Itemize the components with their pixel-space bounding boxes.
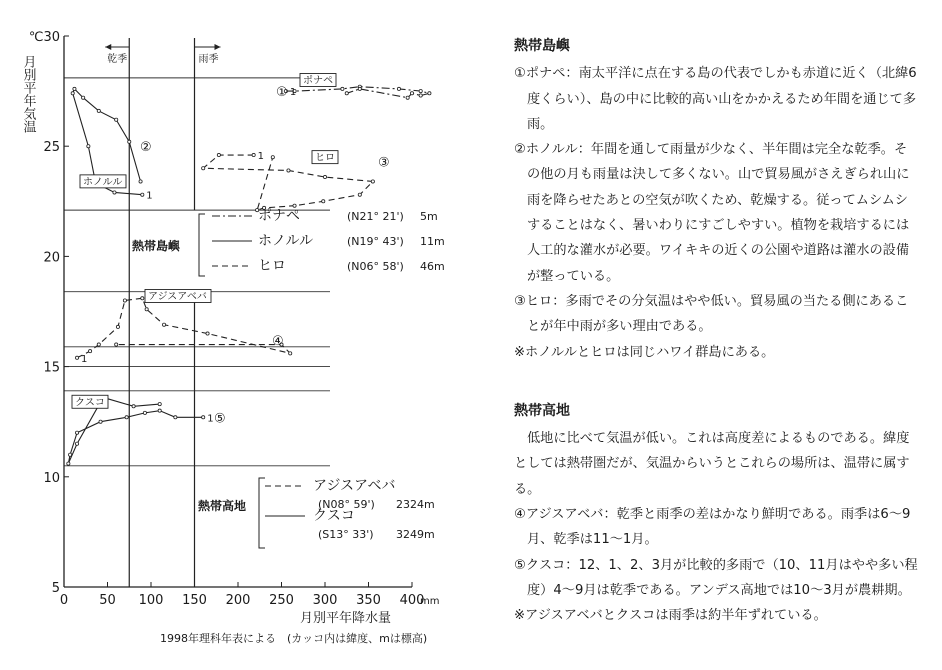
series-4-point-8: [67, 462, 70, 465]
legend-name-0-1: ホノルル: [258, 233, 314, 249]
series-3-point-11: [115, 343, 118, 346]
series-0-point-9: [406, 96, 409, 99]
legend-info-0-1: (N19° 43'): [347, 235, 404, 248]
series-0-label: ポナペ: [303, 75, 333, 87]
x-axis-label: 月別平年降水量: [300, 611, 392, 626]
series-4-point-6: [75, 431, 78, 434]
series-0-point-4: [397, 87, 400, 90]
series-4-point-3: [143, 411, 146, 414]
series-1-point-5: [71, 92, 74, 95]
series-0-point-2: [341, 87, 344, 90]
series-3-point-5: [141, 297, 144, 300]
series-4-point-5: [99, 420, 102, 423]
legend: [132, 208, 445, 548]
series-line-3: [77, 298, 290, 358]
series-1-point-11: [139, 180, 142, 183]
series-2-label: ヒロ: [315, 152, 335, 164]
axes: [29, 30, 425, 608]
note-hilo: ③ヒロ：多雨でその分気温はやや低い。貿易風の当たる側にあることが年中雨が多い理由である。: [514, 293, 909, 335]
series-1-point-4: [87, 145, 90, 148]
series-2-point-4: [323, 175, 326, 178]
x-tick-label-200: 200: [225, 593, 251, 608]
series-1-point-0: [141, 193, 144, 196]
x-tick-label-50: 50: [99, 593, 116, 608]
note-honolulu: ②ホノルル：年間を通して雨量が少なく、半年間は完全な乾季。その他の月も雨量は決して多くない。山で貿易風がさえぎられ山に雨を降らせたあとの空気が吹くため、乾燥する。従ってムシムシすることはなく、暑いわりにすごしやすい。植物を栽培するには人工的な灌水が必要。ワイキキの近くの公園や道路は灌水の設備が整っている。: [514, 142, 910, 284]
legend-info-0-2: (N06° 58'): [347, 260, 404, 273]
y-tick-label-10: 10: [43, 470, 60, 486]
dry-season-label: 乾季: [107, 54, 128, 65]
note-hawaii: ※ホノルルとヒロは同じハワイ群島にある。: [514, 344, 775, 360]
series-1-marker: ②: [140, 140, 152, 156]
series-3-point-7: [162, 323, 165, 326]
series-1-point-10: [128, 140, 131, 143]
series-3-point-4: [123, 299, 126, 302]
series-1-start-label: 1: [146, 190, 153, 202]
series-2-point-0: [252, 153, 255, 156]
series-2-marker: ③: [378, 155, 390, 171]
legend-elev-0-1: 11m: [420, 235, 445, 248]
x-axis-unit: mm: [420, 596, 440, 607]
series-0-point-6: [428, 92, 431, 95]
series-0-marker: ①: [276, 85, 288, 101]
legend-name-0-2: ヒロ: [258, 258, 286, 274]
note-addis-ababa: ④アジスアベバ：乾季と雨季の差はかなり鮮明である。雨季は6〜9月、乾季は11〜1月。: [514, 507, 911, 548]
series-4-point-11: [132, 405, 135, 408]
x-tick-label-0: 0: [59, 593, 69, 608]
series-2-point-3: [287, 169, 290, 172]
series-3-marker: ④: [272, 334, 284, 350]
notes-panel: [514, 34, 918, 629]
series-0-start-label: 1: [289, 87, 297, 99]
legend-info-1-0: (N08° 59'): [318, 498, 375, 511]
series-line-2: [203, 152, 373, 210]
series-3-point-2: [97, 343, 100, 346]
y-tick-label-15: 15: [43, 360, 60, 376]
legend-group-title-0: 熱帯島嶼: [132, 239, 181, 253]
series-4-point-4: [125, 416, 128, 419]
series-2-point-7: [322, 200, 325, 203]
series-3-point-0: [75, 356, 78, 359]
series-2-point-5: [371, 180, 374, 183]
note-highlands-intro: 低地に比べて気温が低い。これは高度差によるものである。緯度としては熱帯圏だが、気温からいうとこれらの場所は、温帯に属する。: [514, 431, 910, 497]
x-tick-label-350: 350: [356, 593, 381, 608]
series-0-point-8: [410, 92, 413, 95]
legend-name-0-0: ポナペ: [258, 208, 300, 224]
y-tick-label-30: ℃30: [28, 30, 60, 45]
series-2-point-6: [358, 193, 361, 196]
series-4-point-9: [75, 442, 78, 445]
series-2-point-1: [217, 153, 220, 156]
section-title-highlands: 熱帯高地: [514, 402, 570, 419]
legend-group-title-1: 熱帯高地: [198, 499, 247, 513]
series-1-point-9: [115, 118, 118, 121]
legend-name-1-0: アジスアベバ: [313, 478, 396, 494]
legend-info-0-0: (N21° 21'): [347, 210, 404, 223]
series-2-point-11: [271, 156, 274, 159]
source-note: 1998年理科年表による (カッコ内は緯度、mは標高): [160, 632, 428, 645]
x-tick-label-150: 150: [182, 593, 207, 608]
series-4-point-7: [68, 453, 71, 456]
series-1-point-6: [73, 87, 76, 90]
series-1-label: ホノルル: [83, 176, 123, 188]
series-0-point-5: [419, 90, 422, 93]
x-tick-label-250: 250: [269, 593, 294, 608]
note-rainy-season: ※アジスアベバとクスコは雨季は約半年ずれている。: [514, 608, 827, 624]
x-tick-label-400: 400: [399, 593, 425, 608]
legend-info-1-1: (S13° 33'): [318, 528, 374, 541]
series-3-point-9: [289, 352, 292, 355]
series-2-start-label: 1: [257, 151, 265, 163]
y-tick-label-25: 25: [43, 140, 60, 156]
reference-lines: [64, 38, 330, 587]
legend-elev-1-0: 2324m: [396, 498, 435, 511]
series-3-point-6: [145, 308, 148, 311]
series-4-label: クスコ: [75, 397, 105, 409]
x-tick-label-300: 300: [312, 593, 338, 608]
series-1-point-8: [97, 109, 100, 112]
series-4-point-0: [202, 416, 205, 419]
series-3-label: アジスアベバ: [148, 291, 207, 303]
series-1-point-7: [82, 96, 85, 99]
series-4-marker: ⑤: [214, 411, 226, 427]
x-tick-label-100: 100: [138, 593, 164, 608]
series-4-point-12: [158, 402, 161, 405]
series-2-point-2: [202, 167, 205, 170]
legend-elev-0-0: 5m: [420, 210, 438, 223]
series-0-point-11: [345, 92, 348, 95]
legend-elev-1-1: 3249m: [396, 528, 435, 541]
series-4-point-2: [158, 409, 161, 412]
series-0-point-10: [358, 87, 361, 90]
section-title-islands: 熱帯島嶼: [514, 38, 570, 54]
y-axis-label: 月別平年気温: [20, 55, 36, 133]
note-ponape: ①ポナペ：南太平洋に点在する島の代表でしかも赤道に近く（北緯6度くらい）、島の中に比較的高い山をかかえるため年間を通じて多雨。: [514, 66, 917, 132]
legend-name-1-1: クスコ: [313, 508, 355, 524]
rainy-arrowhead: [215, 44, 221, 50]
series-0-point-7: [419, 94, 422, 97]
note-cusco: ⑤クスコ：12、1、2、3月が比較的多雨で（10、11月はやや多い程度）4〜9月は乾季である。アンデス高地では10〜3月が農耕期。: [514, 557, 918, 598]
rainy-season-label: 雨季: [198, 54, 219, 65]
y-tick-label-5: 5: [51, 581, 60, 596]
series-1-point-1: [113, 191, 116, 194]
series-2-point-8: [293, 204, 296, 207]
series-4-start-label: 1: [207, 413, 214, 425]
legend-bracket-0: [199, 214, 205, 276]
series-3-point-1: [89, 350, 92, 353]
series-4-point-1: [174, 416, 177, 419]
legend-bracket-1: [259, 478, 265, 548]
y-tick-label-20: 20: [43, 250, 60, 266]
series-3-point-8: [206, 332, 209, 335]
dry-arrowhead: [105, 44, 111, 50]
series-3-point-3: [116, 325, 119, 328]
series-3-start-label: 1: [81, 353, 88, 365]
legend-elev-0-2: 46m: [420, 260, 445, 273]
